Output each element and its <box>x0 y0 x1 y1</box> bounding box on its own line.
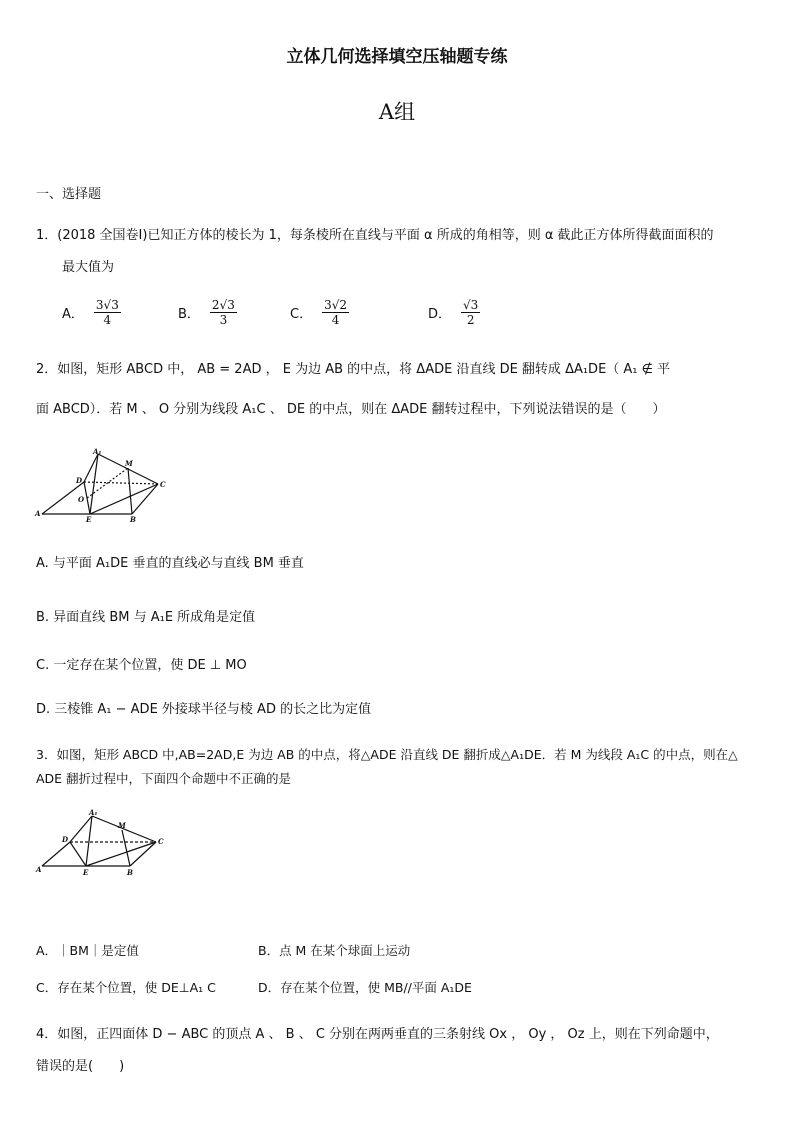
label-a1: A₁ <box>93 448 102 456</box>
edge-a1e <box>86 816 92 866</box>
q2-figure <box>34 448 166 524</box>
q3-text-line2: ADE 翻折过程中，下面四个命题中不正确的是 <box>36 771 292 786</box>
edge-ec <box>86 842 156 866</box>
q3-option-d: D．存在某个位置，使 MB//平面 A₁DE <box>258 980 472 995</box>
q1-option-c-label: C． <box>290 307 313 322</box>
q1-option-a-fraction <box>94 298 121 327</box>
q1-option-b <box>178 298 237 327</box>
q1-option-c <box>290 298 349 327</box>
label-d: D <box>76 476 83 485</box>
label-c: C <box>158 837 164 846</box>
fraction-numerator: 2√3 <box>211 298 235 312</box>
edge-bc <box>132 484 158 514</box>
q1-option-a <box>62 298 121 327</box>
q4-text-line2: 错误的是( ) <box>36 1059 125 1074</box>
label-a1: A₁ <box>89 808 98 817</box>
edge-bm <box>122 830 130 866</box>
label-a: A <box>35 509 41 518</box>
q1-option-c-fraction <box>322 298 349 327</box>
label-d: D <box>62 835 69 844</box>
q1-option-b-label: B． <box>178 307 200 322</box>
q1-option-d-fraction <box>461 298 480 327</box>
q2-text-line2: 面 ABCD）．若 M 、 O 分别为线段 A₁C 、 DE 的中点，则在 ΔADE 翻转过程中，下列说法错误的是（ ） <box>36 402 666 417</box>
q3-option-c: C．存在某个位置，使 DE⊥A₁ C <box>36 980 216 995</box>
label-m: M <box>118 821 126 830</box>
label-b: B <box>127 868 133 877</box>
fraction-denominator: 4 <box>331 313 340 327</box>
group-heading: A组 <box>378 100 416 124</box>
q2-option-c: C. 一定存在某个位置，使 DE ⊥ MO <box>36 658 247 673</box>
label-m: M <box>125 459 133 468</box>
section-heading: 一、选择题 <box>36 187 102 202</box>
q1-option-a-label: A． <box>62 307 84 322</box>
fraction-denominator: 3 <box>219 313 228 327</box>
fraction-numerator: 3√2 <box>324 298 347 312</box>
q1-text-line2: 最大值为 <box>62 260 115 275</box>
edge-dc-dashed <box>84 482 158 484</box>
q3-option-b: B．点 M 在某个球面上运动 <box>258 943 411 958</box>
q3-option-a: A．｜BM｜是定值 <box>36 943 139 958</box>
q4-text-line1: 4．如图，正四面体 D − ABC 的顶点 A 、 B 、 C 分别在两两垂直的三条射线 Ox ， Oy ， Oz 上，则在下列命题中， <box>36 1027 719 1042</box>
label-a: A <box>36 865 42 874</box>
q3-figure <box>34 808 166 878</box>
q1-option-b-fraction <box>210 298 237 327</box>
q1-option-d <box>428 298 480 327</box>
edge-bm <box>128 468 132 514</box>
edge-ad <box>42 842 70 866</box>
q2-option-d: D. 三棱锥 A₁ − ADE 外接球半径与棱 AD 的长之比为定值 <box>36 702 372 717</box>
q3-text-line1: 3．如图，矩形 ABCD 中,AB=2AD,E 为边 AB 的中点，将△ADE 沿直线 DE 翻折成△A₁DE．若 M 为线段 A₁C 的中点，则在△ <box>36 747 738 762</box>
fraction-denominator: 2 <box>466 313 475 327</box>
fraction-numerator: 3√3 <box>95 298 119 312</box>
label-b: B <box>130 515 136 524</box>
edge-bc <box>130 842 156 866</box>
q2-text-line1: 2．如图，矩形 ABCD 中， AB = 2AD ， E 为边 AB 的中点，将 ΔADE 沿直线 DE 翻转成 ΔA₁DE（ A₁ ∉ 平 <box>36 362 671 377</box>
label-e: E <box>86 515 92 524</box>
label-e: E <box>83 868 89 877</box>
q1-option-d-label: D． <box>428 307 452 322</box>
q2-option-a: A. 与平面 A₁DE 垂直的直线必与直线 BM 垂直 <box>36 556 304 571</box>
fraction-numerator: √3 <box>463 298 479 312</box>
label-o: O <box>78 495 85 504</box>
q2-option-b: B. 异面直线 BM 与 A₁E 所成角是定值 <box>36 610 256 625</box>
q1-text-line1: 1．(2018 全国卷Ⅰ)已知正方体的棱长为 1，每条棱所在直线与平面 α 所成的角相等，则 α 截此正方体所得截面面积的 <box>36 228 714 243</box>
label-c: C <box>160 480 166 489</box>
edge-da1 <box>70 816 92 842</box>
fraction-denominator: 4 <box>103 313 112 327</box>
document-title: 立体几何选择填空压轴题专练 <box>286 47 508 67</box>
edge-de <box>70 842 86 866</box>
